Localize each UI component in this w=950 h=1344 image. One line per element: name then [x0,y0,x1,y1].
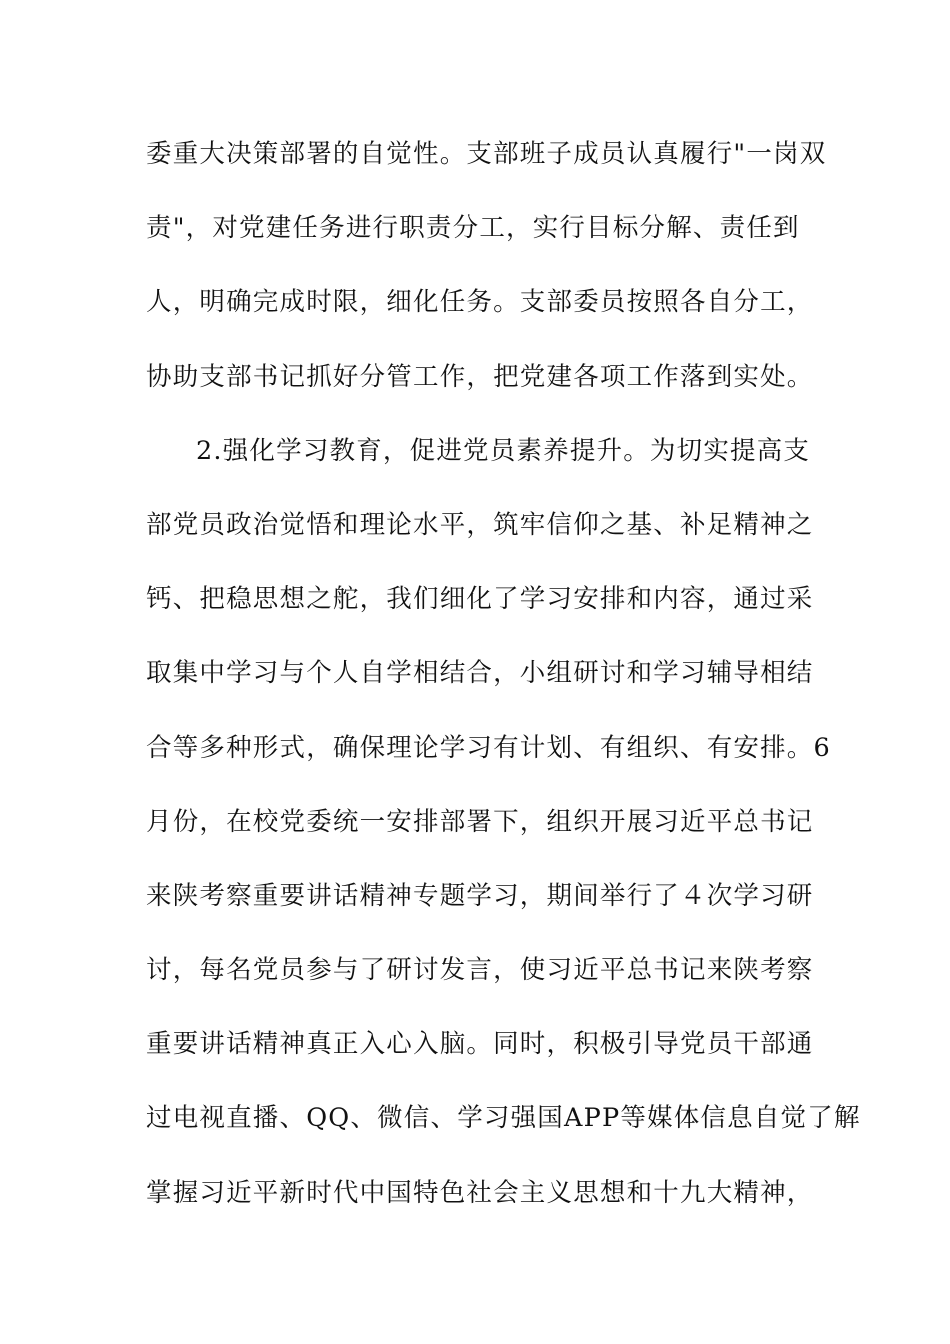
text-line: 过电视直播、QQ、微信、学习强国APP等媒体信息自觉了解 [146,1103,861,1134]
paragraph-start-line: 2.强化学习教育，促进党员素养提升。为切实提高支 [196,435,811,466]
body-text [146,132,861,1245]
text-line: 合等多种形式，确保理论学习有计划、有组织、有安排。6 [146,732,831,763]
text-line: 月份，在校党委统一安排部署下，组织开展习近平总书记 [146,806,814,837]
text-line: 来陕考察重要讲话精神专题学习，期间举行了４次学习研 [146,880,814,911]
text-line: 重要讲话精神真正入心入脑。同时，积极引导党员干部通 [146,1029,814,1060]
text-line: 取集中学习与个人自学相结合，小组研讨和学习辅导相结 [146,658,814,689]
text-line: 钙、把稳思想之舵，我们细化了学习安排和内容，通过采 [146,584,814,615]
text-line: 协助支部书记抓好分管工作，把党建各项工作落到实处。 [146,361,814,392]
text-line: 责"，对党建任务进行职责分工，实行目标分解、责任到 [146,213,800,244]
text-line: 掌握习近平新时代中国特色社会主义思想和十九大精神， [146,1177,814,1208]
text-line: 讨，每名党员参与了研讨发言，使习近平总书记来陕考察 [146,955,814,986]
text-line: 部党员政治觉悟和理论水平，筑牢信仰之基、补足精神之 [146,509,814,540]
text-line: 委重大决策部署的自觉性。支部班子成员认真履行"一岗双 [146,139,827,169]
text-line: 人，明确完成时限，细化任务。支部委员按照各自分工， [146,287,814,318]
